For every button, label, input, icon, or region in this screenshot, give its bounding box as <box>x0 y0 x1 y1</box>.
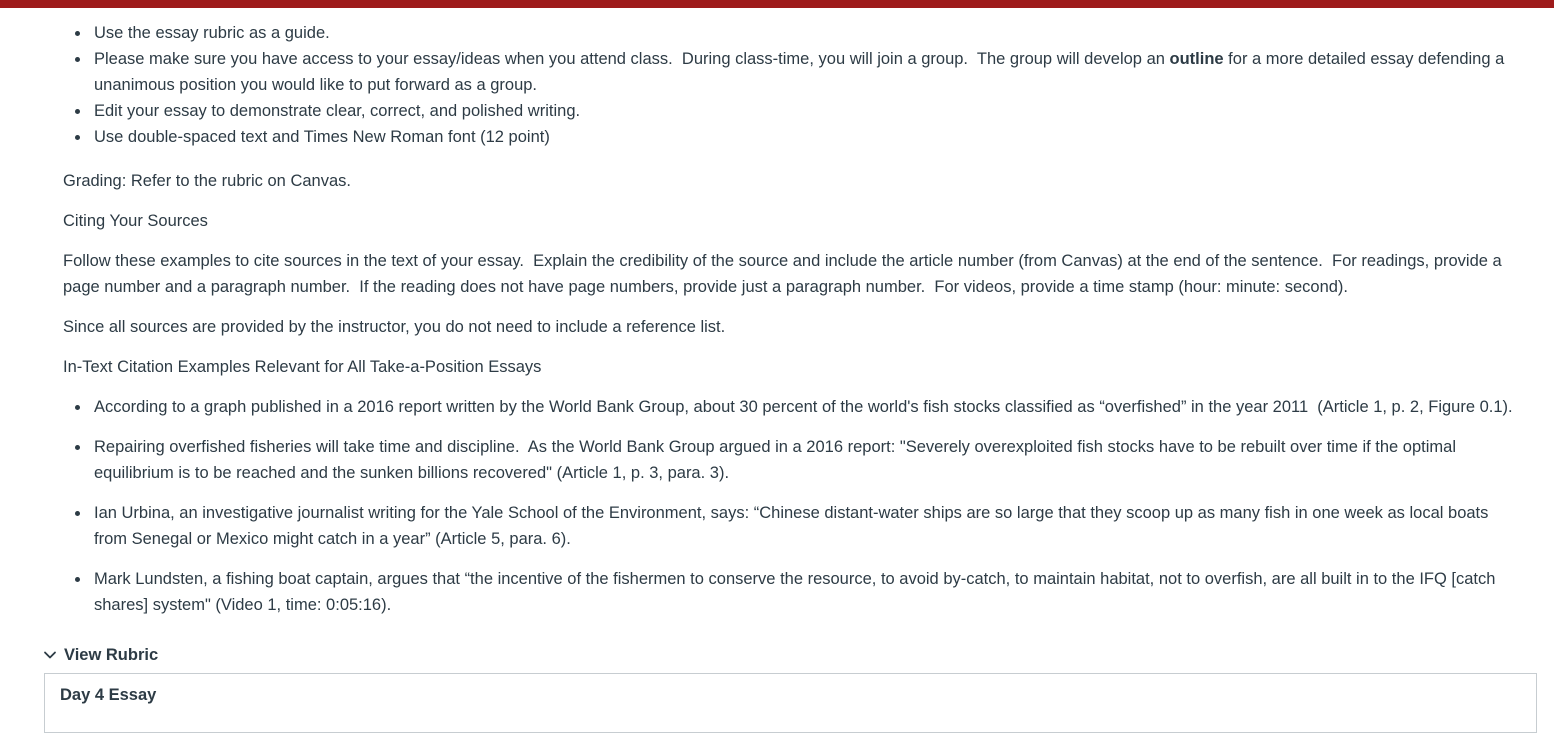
citing-sources-heading: Citing Your Sources <box>63 212 208 230</box>
chevron-down-icon <box>43 648 57 662</box>
list-item <box>91 124 1514 150</box>
list-item <box>91 434 1514 486</box>
canvas-top-border-bar <box>0 0 1554 8</box>
rubric-section <box>0 642 1554 733</box>
view-rubric-label: View Rubric <box>64 646 159 664</box>
assignment-description <box>0 8 1554 618</box>
list-item <box>91 20 1514 46</box>
list-item <box>91 500 1514 552</box>
citation-example-text: According to a graph published in a 2016 report written by the World Bank Group, about 30 percent of the world's fish stocks classified as “overfished” in the year 2011 (Article 1, p. 2, Figure 0.1). <box>94 398 1513 416</box>
list-item-text: Please make sure you have access to your essay/ideas when you attend class. During class-time, you will join a group. The group will develop an <box>94 50 1170 68</box>
citation-example-text: Ian Urbina, an investigative journalist writing for the Yale School of the Environment, says: “Chinese distant-water ships are so large that they scoop up as many fish in one week as local boats from Senegal or Mexico might catch in a year” (Article 5, para. 6). <box>94 504 1493 548</box>
list-item-text: Use double-spaced text and Times New Roman font (12 point) <box>94 128 550 146</box>
citation-instructions: Follow these examples to cite sources in the text of your essay. Explain the credibility of the source and include the article number (from Canvas) at the end of the sentence. For readings, provide a page number and a paragraph number. If the reading does not have page numbers, provide just a paragraph number. For videos, provide a time stamp (hour: minute: second). <box>63 252 1507 296</box>
essay-guidelines-list <box>63 20 1514 150</box>
rubric-title: Day 4 Essay <box>60 686 157 704</box>
list-item-text: Use the essay rubric as a guide. <box>94 24 330 42</box>
list-item-text: for a more detailed essay defending a unanimous position you would like to put forward as a group. <box>94 50 1509 94</box>
list-item <box>91 394 1514 420</box>
list-item <box>91 98 1514 124</box>
bold-text-outline: outline <box>1169 50 1224 68</box>
citation-examples-heading: In-Text Citation Examples Relevant for All Take-a-Position Essays <box>63 358 542 376</box>
rubric-panel <box>44 673 1537 733</box>
reference-list-note: Since all sources are provided by the instructor, you do not need to include a reference list. <box>63 318 726 336</box>
list-item <box>91 566 1514 618</box>
citation-examples-list <box>63 394 1514 618</box>
list-item-text: Edit your essay to demonstrate clear, correct, and polished writing. <box>94 102 581 120</box>
grading-note: Grading: Refer to the rubric on Canvas. <box>63 172 351 190</box>
list-item <box>91 46 1514 98</box>
view-rubric-toggle[interactable] <box>43 642 158 668</box>
citation-example-text: Repairing overfished fisheries will take time and discipline. As the World Bank Group argued in a 2016 report: "Severely overexploited fish stocks have to be rebuilt over time if the optimal equilibrium is to be reached and the sunken billions recovered" (Article 1, p. 3, para. 3). <box>94 438 1461 482</box>
citation-example-text: Mark Lundsten, a fishing boat captain, argues that “the incentive of the fishermen to conserve the resource, to avoid by-catch, to maintain habitat, not to overfish, are all built in to the IFQ [catch shares] system" (Video 1, time: 0:05:16). <box>94 570 1501 614</box>
